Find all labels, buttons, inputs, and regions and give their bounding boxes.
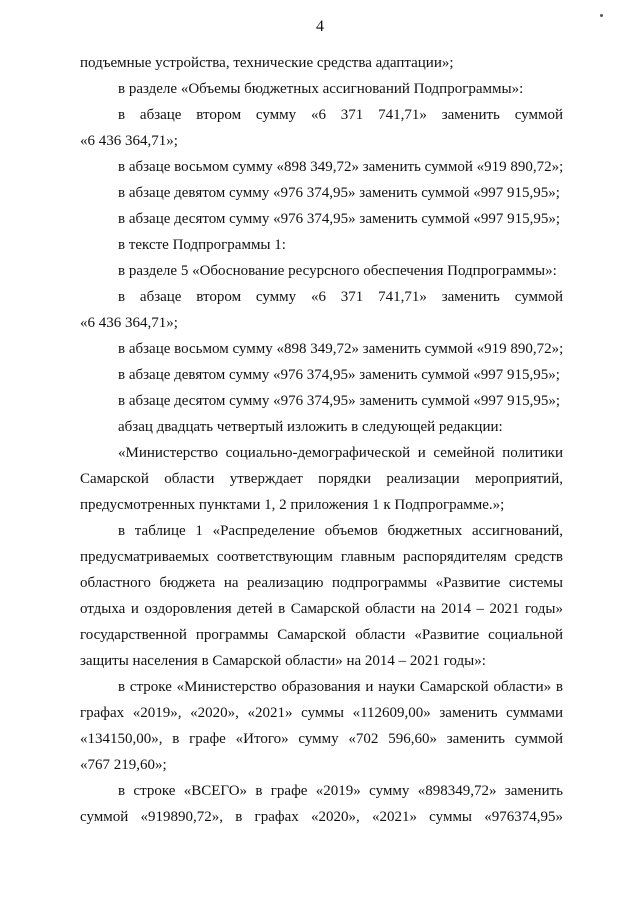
text-line: защиты населения в Самарской области» на 2014 – 2021 годы»: [80, 653, 486, 669]
text-line: «6 436 364,71»; [80, 315, 178, 331]
text-line: графах «2019», «2020», «2021» суммы «112609,00» заменить суммами [80, 705, 563, 721]
text-line: в разделе 5 «Обоснование ресурсного обеспечения Подпрограммы»: [118, 263, 557, 279]
text-line: подъемные устройства, технические средства адаптации»; [80, 55, 454, 71]
text-line: отдыха и оздоровления детей в Самарской области на 2014 – 2021 годы» [80, 601, 563, 617]
scan-speck [600, 14, 603, 17]
text-line: в абзаце десятом сумму «976 374,95» заменить суммой «997 915,95»; [118, 393, 561, 409]
text-line: государственной программы Самарской области «Развитие социальной [80, 627, 563, 643]
text-line: в абзаце девятом сумму «976 374,95» заменить суммой «997 915,95»; [118, 367, 560, 383]
text-line: предусмотренных пунктами 1, 2 приложения 1 к Подпрограмме.»; [80, 497, 505, 513]
text-line: «134150,00», в графе «Итого» сумму «702 596,60» заменить суммой [80, 731, 563, 747]
text-line: в абзаце втором сумму «6 371 741,71» заменить суммой [118, 289, 563, 305]
text-line: в абзаце десятом сумму «976 374,95» заменить суммой «997 915,95»; [118, 211, 561, 227]
page-number: 4 [316, 18, 324, 35]
text-line: Самарской области утверждает порядки реализации мероприятий, [80, 471, 563, 487]
document-body [80, 50, 563, 830]
text-line: в абзаце восьмом сумму «898 349,72» заменить суммой «919 890,72»; [118, 159, 564, 175]
text-line: в абзаце девятом сумму «976 374,95» заменить суммой «997 915,95»; [118, 185, 560, 201]
text-line: в разделе «Объемы бюджетных ассигнований Подпрограммы»: [118, 81, 524, 97]
text-line: суммой «919890,72», в графах «2020», «2021» суммы «976374,95» [80, 809, 563, 825]
text-line: в абзаце восьмом сумму «898 349,72» заменить суммой «919 890,72»; [118, 341, 564, 357]
text-line: предусматриваемых соответствующим главным распорядителям средств [80, 549, 563, 565]
text-line: «Министерство социально-демографической и семейной политики [118, 445, 563, 461]
text-line: в строке «Министерство образования и науки Самарской области» в [118, 679, 563, 695]
text-line: областного бюджета на реализацию подпрограммы «Развитие системы [80, 575, 563, 591]
text-line: в абзаце втором сумму «6 371 741,71» заменить суммой [118, 107, 563, 123]
text-line: в тексте Подпрограммы 1: [118, 237, 286, 253]
text-line: абзац двадцать четвертый изложить в следующей редакции: [118, 419, 503, 435]
text-line: «6 436 364,71»; [80, 133, 178, 149]
text-line: в таблице 1 «Распределение объемов бюджетных ассигнований, [118, 523, 563, 539]
text-line: в строке «ВСЕГО» в графе «2019» сумму «898349,72» заменить [118, 783, 563, 799]
text-line: «767 219,60»; [80, 757, 167, 773]
